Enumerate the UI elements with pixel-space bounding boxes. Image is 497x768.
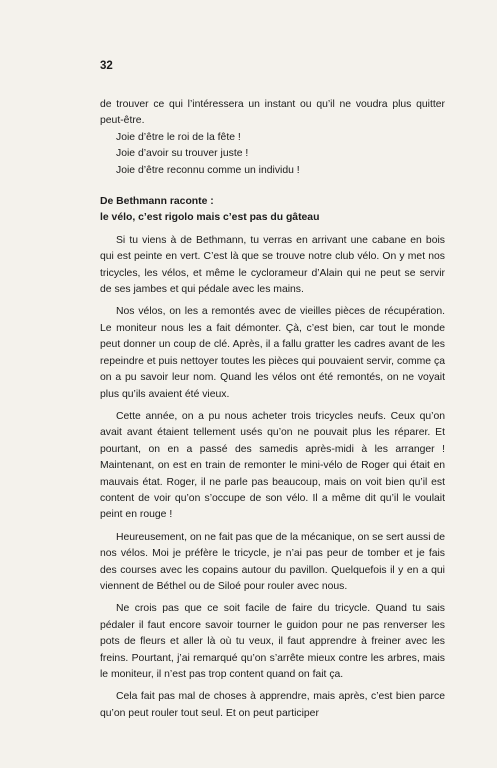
body-paragraph: Si tu viens à de Bethmann, tu verras en arrivant une cabane en bois qui est peinte en vert. C’est là que se trouve notre club vélo. On y met nos tricycles, les vélos, et même le cyclorameur d’Alain qui ne peut se servir de ses jambes et qui pédale avec les mains. — [100, 234, 445, 296]
page-number: 32 — [100, 60, 113, 72]
section-heading — [100, 194, 445, 227]
section-heading-line: De Bethmann raconte : — [100, 196, 214, 208]
exclamation-line: Joie d’être le roi de la fête ! — [116, 131, 241, 143]
intro-paragraph: de trouver ce qui l’intéressera un instant ou qu’il ne voudra plus quitter peut-être. — [100, 99, 445, 127]
section-heading-line: le vélo, c’est rigolo mais c’est pas du gâteau — [100, 212, 320, 224]
body-paragraph: Nos vélos, on les a remontés avec de vieilles pièces de récupération. Le moniteur nous les a fait démonter. Çà, c’est bien, car tout le monde peut donner un coup de clé. Après, il a fallu gratter les cadres avant de les repeindre et puis nettoyer toutes les pièces qui pouvaient servir, comme ça on a pu savoir leur nom. Quand les vélos ont été remontés, on ne voyait plus qu’ils avaient été vieux. — [100, 306, 445, 400]
exclamation-line: Joie d’être reconnu comme un individu ! — [116, 164, 300, 176]
body-paragraph: Cette année, on a pu nous acheter trois tricycles neufs. Ceux qu’on avait avant étaient tellement usés qu’on ne pouvait plus les réparer. Et pourtant, on en a passé des samedis après-midi à les arranger ! Maintenant, on est en train de remonter le mini-vélo de Roger qui était en mauvais état. Roger, il ne parle pas beaucoup, mais on voit bien qu’il est content de voir qu’on s’occupe de son vélo. Il a même dit qu’il le voulait peint en rouge ! — [100, 410, 445, 521]
body-paragraph: Heureusement, on ne fait pas que de la mécanique, on se sert aussi de nos vélos. Moi je préfère le tricycle, je n’ai pas peur de tomber et je fais des courses avec les copains autour du pavillon. Quelquefois il y en a qui viennent de Béthel ou de Siloé pour rouler avec nous. — [100, 531, 445, 592]
body-paragraph: Cela fait pas mal de choses à apprendre, mais après, c’est bien parce qu’on peut rouler tout seul. Et on peut participer — [100, 691, 445, 719]
body-paragraph: Ne crois pas que ce soit facile de faire du tricycle. Quand tu sais pédaler il faut encore savoir tourner le guidon pour ne pas renverser les pots de fleurs et aller là où tu veux, il faut apprendre à freiner avec les freins. Pourtant, j’ai remarqué qu’on s’arrête mieux contre les arbres, mais le moniteur, il n’est pas trop content quand on fait ça. — [100, 603, 445, 680]
exclamation-line: Joie d’avoir su trouver juste ! — [116, 148, 249, 160]
body-text — [100, 97, 445, 722]
